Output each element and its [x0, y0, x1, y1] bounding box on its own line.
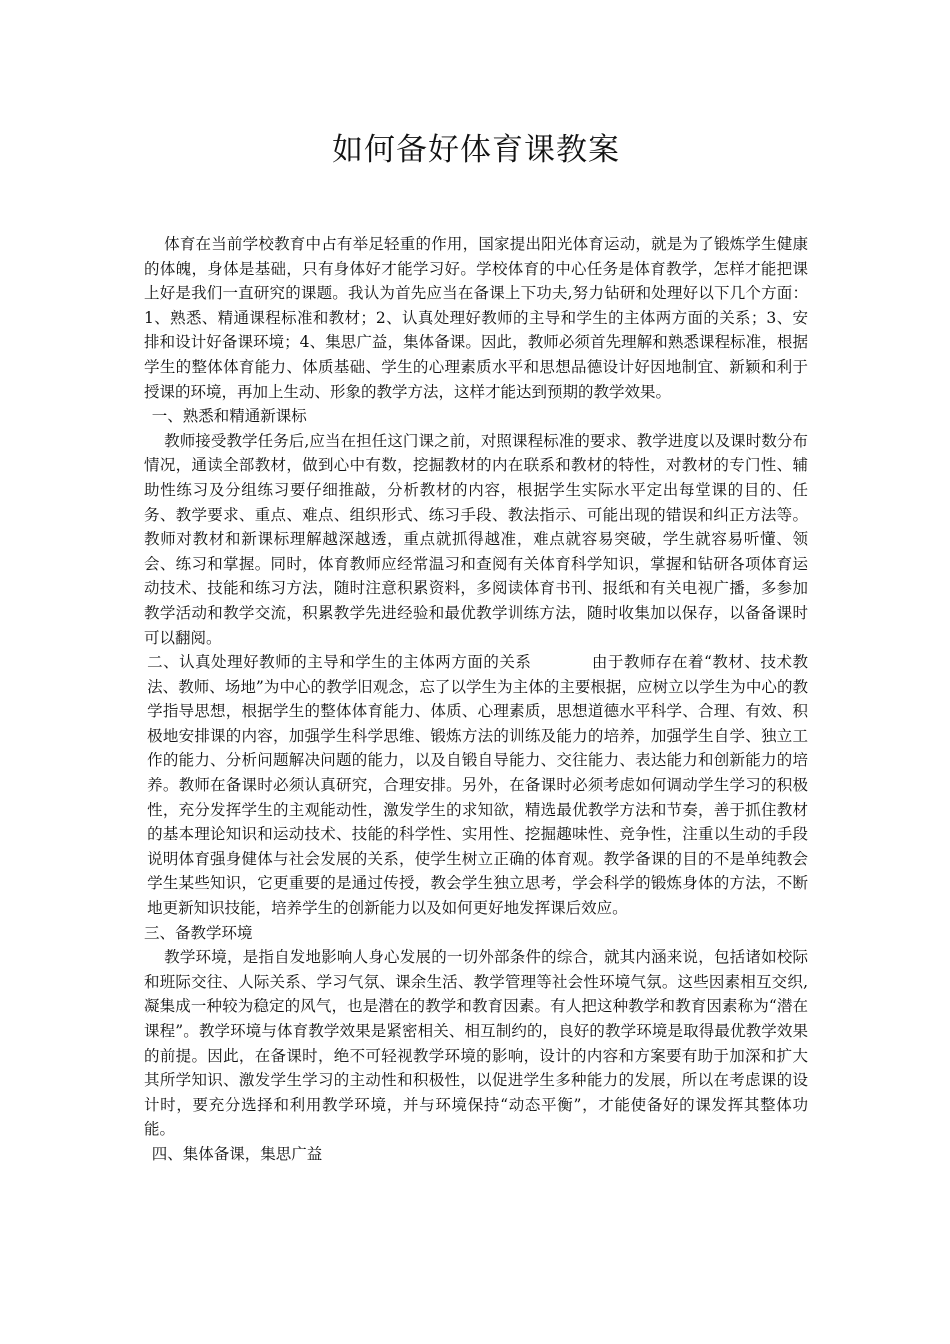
section-1-heading: 一、熟悉和精通新课标 — [151, 407, 307, 426]
section-2-heading: 二、认真处理好教师的主导和学生的主体两方面的关系 — [147, 653, 532, 672]
document-page — [144, 128, 808, 1167]
section-2-block — [144, 650, 808, 921]
section-3-heading: 三、备教学环境 — [144, 923, 253, 942]
document-title: 如何备好体育课教案 — [332, 132, 620, 168]
section-3-body: 教学环境，是指自发地影响人身心发展的一切外部条件的综合，就其内涵来说，包括诸如校际和班际交往、人际关系、学习气氛、课余生活、教学管理等社会性环境气氛。这些因素相互交织,凝集成一种较为稳定的风气，也是潜在的教学和教育因素。有人把这种教学和教育因素称为“潜在课程”。教学环境与体育教学效果是紧密相关、相互制约的，良好的教学环境是取得最优教学效果的前提。因此，在备课时，绝不可轻视教学环境的影响，设计的内容和方案要有助于加深和扩大其所学知识、激发学生学习的主动性和积极性，以促进学生多种能力的发展，所以在考虑课的设计时，要充分选择和利用教学环境，并与环境保持“动态平衡”，才能使备好的课发挥其整体功能。 — [144, 948, 808, 1139]
section-4-heading: 四、集体备课，集思广益 — [151, 1144, 323, 1163]
intro-paragraph: 体育在当前学校教育中占有举足轻重的作用，国家提出阳光体育运动，就是为了锻炼学生健康的体魄，身体是基础，只有身体好才能学习好。学校体育的中心任务是体育教学，怎样才能把课上好是我们一直研究的课题。我认为首先应当在备课上下功夫,努力钻研和处理好以下几个方面：1、熟悉、精通课程标准和教材；2、认真处理好教师的主导和学生的主体两方面的关系；3、安排和设计好备课环境；4、集思广益，集体备课。因此，教师必须首先理解和熟悉课程标准，根据学生的整体体育能力、体质基础、学生的心理素质水平和思想品德设计好因地制宜、新颖和利于授课的环境，再加上生动、形象的教学方法，这样才能达到预期的教学效果。 — [144, 235, 808, 401]
section-2-body: 由于教师存在着“教材、技术教法、教师、场地”为中心的教学旧观念，忘了以学生为主体的主要根据，应树立以学生为中心的教学指导思想，根据学生的整体体育能力、体质、心理素质，思想道德水平科学、合理、有效、积极地安排课的内容，加强学生科学思维、锻炼方法的训练及能力的培养，加强学生自学、独立工作的能力、分析问题解决问题的能力，以及自锻自导能力、交往能力、表达能力和创新能力的培养。教师在备课时必须认真研究，合理安排。另外，在备课时必须考虑如何调动学生学习的积极性，充分发挥学生的主观能动性，激发学生的求知欲，精选最优教学方法和节奏，善于抓住教材的基本理论知识和运动技术、技能的科学性、实用性、挖掘趣味性、竞争性，注重以生动的手段说明体育强身健体与社会发展的关系，使学生树立正确的体育观。教学备课的目的不是单纯教会学生某些知识，它更重要的是通过传授，教会学生独立思考，学会科学的锻炼身体的方法，不断地更新知识技能，培养学生的创新能力以及如何更好地发挥课后效应。 — [147, 653, 808, 918]
section-1-body: 教师接受教学任务后,应当在担任这门课之前，对照课程标准的要求、教学进度以及课时数分布情况，通读全部教材，做到心中有数，挖掘教材的内在联系和教材的特性，对教材的专门性、辅助性练习及分组练习要仔细推敲，分析教材的内容，根据学生实际水平定出每堂课的目的、任务、教学要求、重点、难点、组织形式、练习手段、教法指示、可能出现的错误和纠正方法等。教师对教材和新课标理解越深越透，重点就抓得越准，难点就容易突破，学生就容易听懂、领会、练习和掌握。同时，体育教师应经常温习和查阅有关体育科学知识，掌握和钻研各项体育运动技术、技能和练习方法，随时注意积累资料，多阅读体育书刊、报纸和有关电视广播，多参加教学活动和教学交流，积累教学先进经验和最优教学训练方法，随时收集加以保存，以备备课时可以翻阅。 — [144, 431, 808, 647]
